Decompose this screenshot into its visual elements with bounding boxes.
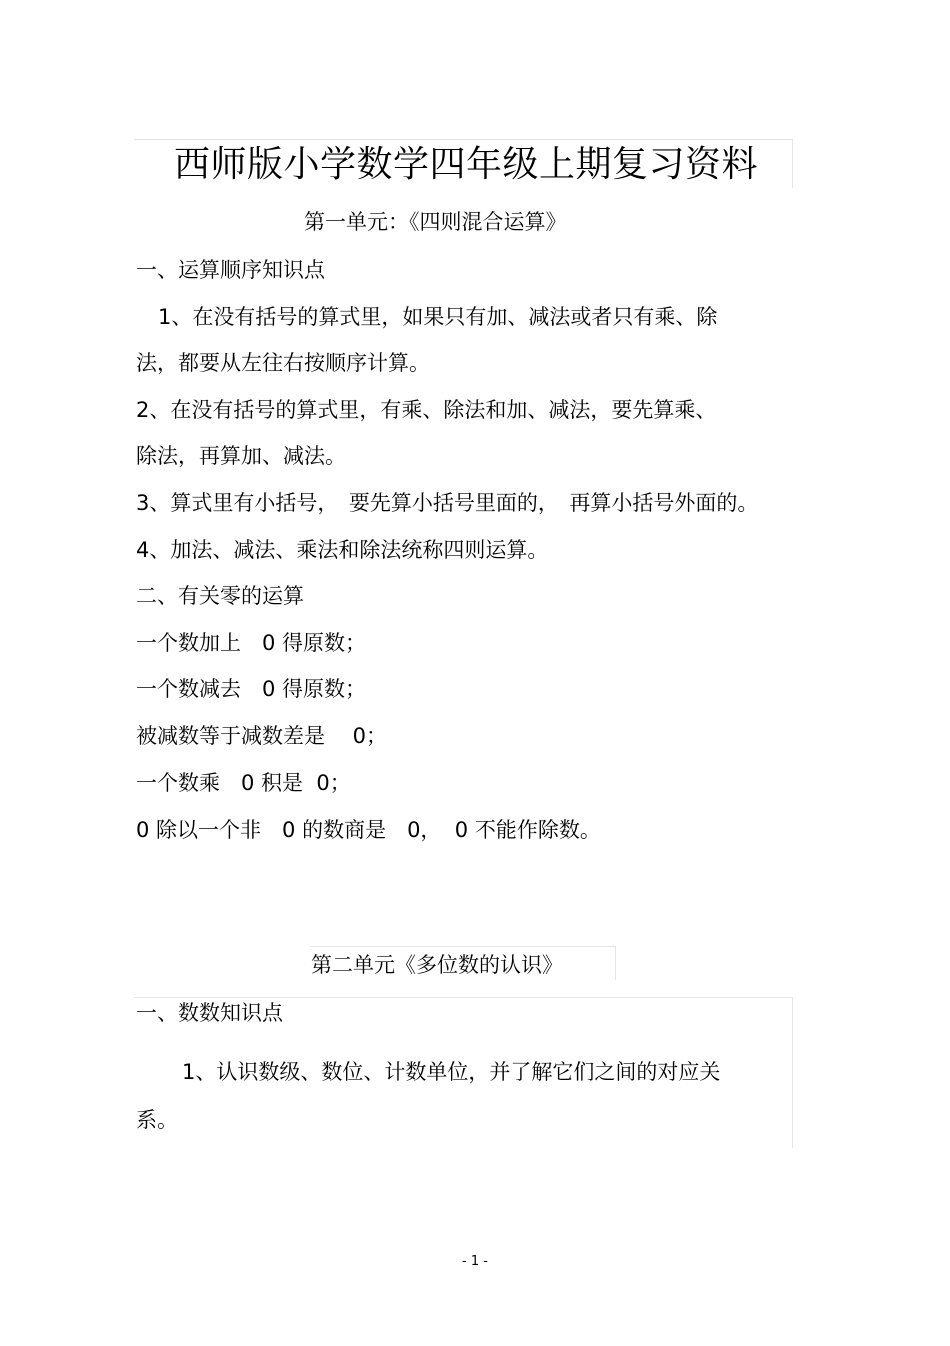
zero-rule-2: 一个数减去 0 得原数； bbox=[136, 677, 367, 701]
unit1-point2-line1: 2、在没有括号的算式里，有乘、除法和加、减法，要先算乘、 bbox=[136, 398, 717, 422]
unit1-heading: 第一单元：《四则混合运算》 bbox=[304, 210, 567, 234]
unit2-point1-line1: 1、认识数级、数位、计数单位，并了解它们之间的对应关 bbox=[182, 1060, 721, 1084]
unit1-section1-title: 一、运算顺序知识点 bbox=[136, 258, 325, 282]
zero-rule-4: 一个数乘 0 积是 0； bbox=[136, 771, 351, 795]
unit1-point1-line1: 1、在没有括号的算式里，如果只有加、减法或者只有乘、除 bbox=[158, 305, 718, 329]
unit1-point2-line2: 除法，再算加、减法。 bbox=[136, 444, 346, 468]
unit1-point3: 3、算式里有小括号， 要先算小括号里面的， 再算小括号外面的。 bbox=[136, 491, 759, 515]
zero-rule-5: 0 除以一个非 0 的数商是 0， 0 不能作除数。 bbox=[136, 818, 601, 842]
page-number: - 1 - bbox=[462, 1254, 488, 1269]
unit1-point4: 4、加法、减法、乘法和除法统称四则运算。 bbox=[136, 538, 549, 562]
zero-rule-1: 一个数加上 0 得原数； bbox=[136, 631, 367, 655]
unit2-heading: 第二单元《多位数的认识》 bbox=[311, 953, 563, 977]
unit1-point1-line2: 法，都要从左往右按顺序计算。 bbox=[136, 351, 430, 375]
unit1-section2-title: 二、有关零的运算 bbox=[136, 584, 304, 608]
unit2-section1-title: 一、数数知识点 bbox=[136, 1001, 283, 1025]
unit2-point1-line2: 系。 bbox=[136, 1108, 178, 1132]
document-title: 西师版小学数学四年级上期复习资料 bbox=[174, 144, 759, 185]
zero-rule-3: 被减数等于减数差是 0； bbox=[136, 724, 388, 748]
